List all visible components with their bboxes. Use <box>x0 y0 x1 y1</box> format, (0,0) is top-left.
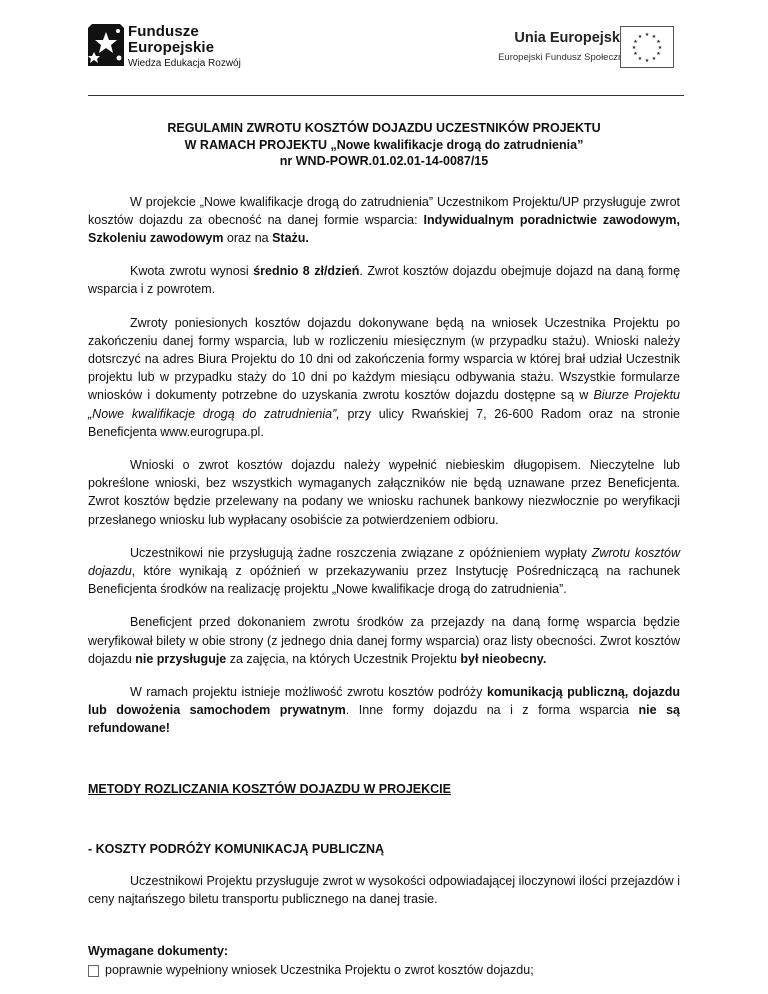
p3-text-2: przy ulicy Rwańskiej 7, 26-600 Radom oraz na stronie Beneficjenta www.eurogrupa.pl. <box>88 406 680 439</box>
fe-logo-line2: Europejskie <box>128 39 215 56</box>
svg-text:★: ★ <box>656 39 661 45</box>
p7-text-2: . Inne formy dojazdu na i z forma wsparcia <box>345 703 639 718</box>
paragraph-application-rules <box>88 456 680 529</box>
svg-text:★: ★ <box>637 34 643 40</box>
header-divider <box>88 95 684 96</box>
unia-europejska-logo <box>490 24 690 72</box>
p7-bold-2: nie są refundowane! <box>88 703 681 736</box>
p2-bold-1: średnio 8 zł/dzień <box>253 264 360 279</box>
p6-bold-1: nie przysługuje <box>135 651 227 666</box>
p7-text-1: W ramach projektu istnieje możliwość zwrotu kosztów podróży <box>130 684 487 699</box>
paragraph-verification <box>88 613 680 668</box>
fundusze-europejskie-star-icon <box>86 22 126 68</box>
fe-logo-line1: Fundusze <box>128 23 199 40</box>
svg-text:★: ★ <box>631 45 637 51</box>
svg-text:★: ★ <box>651 34 657 40</box>
paragraph-transport-types <box>88 683 680 738</box>
title-line3: nr WND-POWR.01.02.01-14-0087/15 <box>279 154 489 168</box>
paragraph-delays <box>88 544 680 599</box>
p6-bold-2: był nieobecny. <box>460 651 547 666</box>
p1-bold-2: Stażu. <box>272 230 309 245</box>
p7-bold-1: komunikacją publiczną, dojazdu lub dowożenia samochodem prywatnym <box>88 684 680 718</box>
p1-text-2: oraz na <box>223 230 273 245</box>
svg-text:★: ★ <box>633 51 638 57</box>
paragraph-amount <box>88 262 680 298</box>
p3-italic-1: Biurze Projektu „Nowe kwalifikacje drogą do zatrudnienia”, <box>88 388 680 421</box>
p1-text-1: W projekcie „Nowe kwalifikacje drogą do zatrudnienia” Uczestnikom Projektu/UP przysługuje zwrot kosztów dojazdu za obecność na danej formie wsparcia: <box>88 194 680 227</box>
title-line2: W RAMACH PROJEKTU „Nowe kwalifikacje drogą do zatrudnienia” <box>184 137 584 152</box>
fe-logo-line3: Wiedza Edukacja Rozwój <box>128 58 241 69</box>
subsection-heading: - KOSZTY PODRÓŻY KOMUNIKACJĄ PUBLICZNĄ <box>88 841 385 856</box>
paragraph-public-transport <box>88 872 680 908</box>
page-header <box>0 0 768 100</box>
p6-text-2: za zajęcia, na których Uczestnik Projektu <box>226 651 461 666</box>
p6-text-1: Beneficjent przed dokonaniem zwrotu środków za przejazdy na daną formę wsparcia będzie weryfikował bilety w obie strony (z jednego dnia danej formy wsparcia) oraz listy obecności. Zwrot kosztów dojazdu <box>88 615 680 666</box>
p2-text-1: Kwota zwrotu wynosi <box>130 264 254 279</box>
p5-text-2: , które wynikają z opóźnień w przekazywaniu przez Instytucję Pośredniczącą na rachunek Beneficjenta środków na realizację projektu „Nowe kwalifikacje drogą do zatrudnienia”. <box>88 563 680 597</box>
svg-text:★: ★ <box>633 39 638 45</box>
p2-text-2: . Zwrot kosztów dojazdu obejmuje dojazd na daną formę wsparcia i z powrotem. <box>88 264 681 297</box>
eu-flag-icon <box>620 26 674 68</box>
svg-text:★: ★ <box>651 56 657 62</box>
ue-logo-line1: Unia Europejska <box>514 30 628 46</box>
svg-text:★: ★ <box>657 45 663 51</box>
document-title <box>88 120 680 170</box>
paragraph-procedure <box>88 314 680 441</box>
list-item <box>88 961 680 979</box>
p5-text-1: Uczestnikowi nie przysługują żadne roszczenia związane z opóźnieniem wypłaty <box>130 545 592 560</box>
ue-logo-line2: Europejski Fundusz Społeczny <box>498 52 628 63</box>
fundusze-europejskie-logo <box>86 22 266 72</box>
svg-text:★: ★ <box>644 58 650 64</box>
svg-text:★: ★ <box>644 32 650 38</box>
required-doc-text: poprawnie wypełniony wniosek Uczestnika Projektu o zwrot kosztów dojazdu; <box>105 962 534 977</box>
svg-text:★: ★ <box>637 56 643 62</box>
p5-italic-1: Zwrotu kosztów dojazdu <box>88 545 680 578</box>
title-line1: REGULAMIN ZWROTU KOSZTÓW DOJAZDU UCZESTNIKÓW PROJEKTU <box>167 121 601 135</box>
required-documents-label: Wymagane dokumenty: <box>88 944 229 959</box>
svg-text:★: ★ <box>656 51 661 57</box>
p1-bold-1: Indywidualnym poradnictwie zawodowym, Szkoleniu zawodowym <box>88 212 680 245</box>
section-heading: METODY ROZLICZANIA KOSZTÓW DOJAZDU W PROJEKCIE <box>88 781 451 796</box>
paragraph-eligibility <box>88 193 680 248</box>
document-body <box>88 120 680 979</box>
p3-text-1: Zwroty poniesionych kosztów dojazdu dokonywane będą na wniosek Uczestnika Projektu po zakończeniu danej formy wsparcia, lub w rozliczeniu miesięcznym (w przypadku stażu). Wnioski należy dotsrczyć na adres Biura Projektu do 10 dni od zakończenia formy wsparcia w której brał udział Uczestnik projektu lub w przypadku staży do 10 dni po każdym miesiącu odbywania stażu. Wszystkie formularze wniosków i dokumenty potrzebne do uzyskania zwrotu kosztów dojazdu dostępne są w <box>88 315 680 403</box>
checkbox-bullet-icon <box>88 965 99 977</box>
p8-text-1: Uczestnikowi Projektu przysługuje zwrot w wysokości odpowiadającej iloczynowi ilości przejazdów i ceny najtańszego biletu transportu publicznego na danej trasie. <box>88 873 680 907</box>
p4-text-1: Wnioski o zwrot kosztów dojazdu należy wypełnić niebieskim długopisem. Nieczytelne lub pokreślone wnioski, bez wszystkich wymaganych załączników nie będą uznawane przez Beneficjenta. Zwrot kosztów będzie przelewany na podany we wniosku rachunek bankowy niezwłocznie po weryfikacji przesłanego wniosku lub wypłacany osobiście za potwierdzeniem odbioru. <box>88 457 680 527</box>
